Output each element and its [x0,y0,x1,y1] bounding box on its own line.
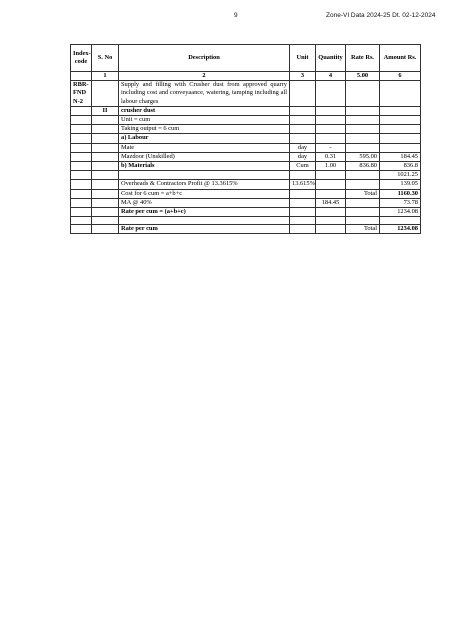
item-row [71,81,421,107]
index-code: RBR-FND N-2 [71,81,92,107]
ma-row [71,198,421,207]
unit-row [71,116,421,125]
materials-unit: Cum [290,162,316,171]
col-header-sno: S. No [92,45,119,72]
ma-base-amount: 184.45 [316,198,346,207]
rate-per-cum-row [71,225,421,234]
col-header-quantity: Quantity [316,45,346,72]
subtotal-amount: 1021.25 [380,171,421,180]
labour-heading-row [71,134,421,143]
zone-data-header: Zone-VI Data 2024-25 Dt. 02-12-2024 [326,12,436,19]
mazdoor-quantity: 0.31 [316,152,346,161]
col-number: 6 [380,72,421,81]
rate-per-cum-label: Rate per cum [119,225,290,234]
mazdoor-description: Mazdoor (Unskilled) [119,152,290,161]
overheads-percentage: 13.615% [290,180,316,189]
mazdoor-amount: 184.45 [380,152,421,161]
cost-six-cum-description: Cost for 6 cum = a+b+c [119,189,290,198]
sub-item-title: crusher dust [119,106,290,115]
mazdoor-unit: day [290,152,316,161]
page-number: 9 [234,12,238,19]
mate-description: Mate [119,143,290,152]
col-header-index-code: Index-code [71,45,92,72]
output-line: Taking output = 6 cum [119,125,290,134]
mazdoor-row [71,152,421,161]
col-header-amount: Amount Rs. [380,45,421,72]
col-number [71,72,92,81]
col-number: 1 [92,72,119,81]
materials-description: b) Materials [119,162,290,171]
item-description: Supply and filling with Crusher dust from approved quarry including cost and conveyaance, watering, tamping including all labour charges [119,81,290,107]
ma-description: MA @ 40% [119,198,290,207]
col-number: 4 [316,72,346,81]
cost-six-cum-label: Total [346,189,380,198]
sub-item-number: II [92,106,119,115]
rate-analysis-table [70,44,421,234]
materials-quantity: 1.00 [316,162,346,171]
table-header-row [71,45,421,72]
sub-item-row [71,106,421,115]
ma-amount: 73.78 [380,198,421,207]
col-number: 3 [290,72,316,81]
materials-amount: 836.8 [380,162,421,171]
mate-quantity: - [316,143,346,152]
output-row [71,125,421,134]
cost-six-cum-amount: 1160.30 [380,189,421,198]
col-header-rate: Rate Rs. [346,45,380,72]
mate-row [71,143,421,152]
rate-per-cum-formula: Rate per cum = (a+b+c) [119,208,290,217]
rate-per-cum-total-label: Total [346,225,380,234]
col-header-description: Description [119,45,290,72]
blank-row [71,217,421,225]
rate-per-cum-formula-amount: 1234.08 [380,208,421,217]
overheads-row [71,180,421,189]
cost-six-cum-row [71,189,421,198]
overheads-amount: 139.05 [380,180,421,189]
col-number: 5.00 [346,72,380,81]
materials-row [71,162,421,171]
col-header-unit: Unit [290,45,316,72]
mazdoor-rate: 595.00 [346,152,380,161]
col-number: 2 [119,72,290,81]
unit-line: Unit = cum [119,116,290,125]
materials-rate: 836.80 [346,162,380,171]
labour-heading: a) Labour [119,134,290,143]
mate-unit: day [290,143,316,152]
rate-per-cum-amount: 1234.08 [380,225,421,234]
column-number-row [71,72,421,81]
rate-per-cum-formula-row [71,208,421,217]
subtotal-row [71,171,421,180]
overheads-description: Overheads & Contractors Profit @ 13.3615% [119,180,290,189]
